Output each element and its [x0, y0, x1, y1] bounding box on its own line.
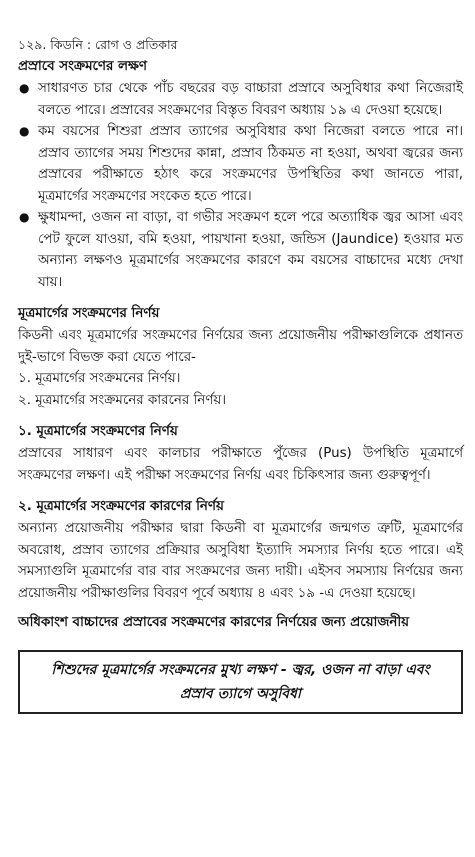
- symptom-item: ● ক্ষুধামন্দা, ওজন না বাড়া, বা গভীর সংক্রমণ হলে পরে অত্যাধিক জ্বর আসা এবং পেট ফুলে যাওয়া, বমি হওয়া, পায়খানা হওয়া, জন্ডিস (Jaundice) হওয়ার মত অন্যান্য লক্ষণও মূত্রমার্গের সংক্রমণের কারণে কম বয়সের বাচ্চাদের মধ্যে দেখা যায়।: [18, 207, 463, 293]
- diagnosis-list: [18, 368, 463, 411]
- section2-text: অন্যান্য প্রয়োজনীয় পরীক্ষার দ্বারা কিডনী বা মূত্রমার্গের জন্মগত ত্রুটি, মূত্রমার্গের অবরোধ, প্রস্রাব ত্যাগের প্রক্রিয়ার অসুবিধা ইত্যাদি সমস্যার নির্ণয় হতে পারে। এই সমস্যাগুলি মূত্রমার্গের বার বার সংক্রমণের জন্য দায়ী। এইসব সমস্যায় নির্ণয়ের জন্য প্রয়োজনীয় পরীক্ষাগুলির বিবরণ পূর্বে অধ্যায় ৪ এবং ১৯ -এ দেওয়া হয়েছে।: [18, 521, 463, 601]
- diagnosis-item: ১. মূত্রমার্গের সংক্রমনের নির্ণয়।: [18, 371, 181, 386]
- section1-heading: ১. মূত্রমার্গের সংক্রমণের নির্ণয়: [18, 424, 178, 439]
- symptom-item: ● কম বয়সের শিশুরা প্রস্রাব ত্যাগের অসুবিধার কথা নিজেরা বলতে পারে না। প্রস্রাব ত্যাগের সময় শিশুদের কান্না, প্রস্রাব ঠিকমত না হওয়া, অথবা জ্বরের জন্য প্রস্রাবের পরীক্ষাতে হঠাৎ করে সংক্রমণের উপস্থিতির কথা জানতে পারা, মূত্রমার্গের সংক্রমণের সংকেত হতে পারে।: [18, 121, 463, 207]
- diagnosis-heading: মূত্রমার্গের সংক্রমণের নির্ণয়: [18, 306, 160, 321]
- section2-heading: ২. মূত্রমার্গের সংক্রমণের কারণের নির্ণয়: [18, 499, 224, 514]
- symptom-item: ● সাধারণত চার থেকে পাঁচ বছরের বড় বাচ্চারা প্রস্রাবে অসুবিধার কথা নিজেরাই বলতে পারে। প্রস্রাবের সংক্রমণের বিস্তৃত বিবরণ অধ্যায় ১৯ এ দেওয়া হয়েছে।: [18, 78, 463, 121]
- page-header: ১২৯. কিডনি : রোগ ও প্রতিকার: [18, 37, 178, 52]
- key-symptoms-callout: শিশুদের মূত্রমার্গের সংক্রমনের মুখ্য লক্ষণ - জ্বর, ওজন না বাড়া এবং প্রস্রাব ত্যাগে অসুবিধা: [18, 650, 463, 714]
- section1-text: প্রস্রাবের সাধারণ এবং কালচার পরীক্ষাতে পুঁজের (Pus) উপস্থিতি মূত্রমার্গে সংক্রমণের লক্ষণ। এই পরীক্ষা সংক্রমণের নির্ণয় এবং চিকিৎসার জন্য গুরুত্বপূর্ণ।: [18, 446, 463, 483]
- closing-line: অধিকাংশ বাচ্চাদের প্রস্রাবের সংক্রমণের কারণের নির্ণয়ের জন্য প্রয়োজনীয়: [18, 615, 410, 630]
- diagnosis-intro: কিডনী এবং মূত্রমার্গের সংক্রমণের নির্ণয়ের জন্য প্রয়োজনীয় পরীক্ষাগুলিকে প্রধানত দুই-ভাগে বিভক্ত করা যেতে পারে-: [18, 328, 463, 365]
- symptoms-heading: প্রস্রাবে সংক্রমণের লক্ষণ: [18, 59, 147, 74]
- diagnosis-item: ২. মূত্রমার্গের সংক্রমনের কারনের নির্ণয়।: [18, 392, 227, 408]
- symptoms-list: [18, 78, 463, 293]
